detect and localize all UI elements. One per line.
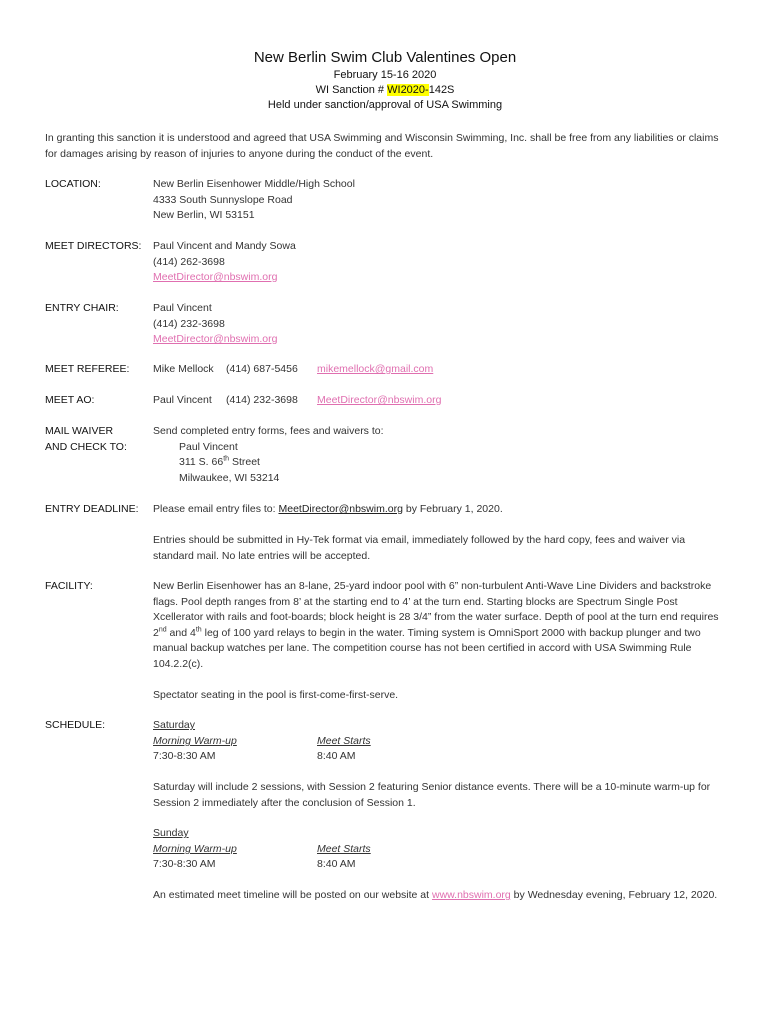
- location-line: New Berlin Eisenhower Middle/High School: [153, 178, 355, 190]
- saturday-warmup-label: Morning Warm-up: [153, 735, 237, 747]
- website-link[interactable]: www.nbswim.org: [431, 889, 511, 901]
- meet-directors-phone: (414) 262-3698: [153, 255, 225, 268]
- meet-referee-phone: (414) 687-5456: [226, 363, 298, 375]
- mail-waiver-label-line2: AND CHECK TO:: [45, 440, 127, 453]
- mail-waiver-street: [153, 455, 723, 471]
- schedule-label: SCHEDULE:: [45, 719, 106, 731]
- entry-chair-label: ENTRY CHAIR:: [45, 302, 119, 314]
- meet-referee-label: MEET REFEREE:: [45, 363, 130, 375]
- meet-directors-names: Paul Vincent and Mandy Sowa: [153, 240, 296, 252]
- sanction-suffix: 142S: [428, 84, 455, 96]
- meet-directors-block: [153, 239, 723, 286]
- sanction-highlight: WI2020-: [387, 84, 429, 96]
- location-line: 4333 South Sunnyslope Road: [153, 193, 293, 206]
- facility-superscript: nd: [158, 626, 167, 633]
- timeline-pre: An estimated meet timeline will be posted on our website at: [153, 889, 432, 901]
- facility-text: leg of 100 yard relays to begin in the water. Timing system is OmniSport 2000 with backup plunger and two manual backup watches per lane. The competition course has not been certified in accord with USA Swimming Rule 104.2.2(c).: [153, 626, 701, 670]
- meet-directors-email-link[interactable]: MeetDirector@nbswim.org: [153, 271, 278, 283]
- facility-text: and 4: [166, 626, 196, 639]
- street-name: Street: [229, 456, 260, 468]
- meet-ao-name: Paul Vincent: [153, 394, 212, 406]
- saturday-start-label: Meet Starts: [317, 735, 371, 747]
- location-label: LOCATION:: [45, 178, 101, 190]
- mail-waiver-intro: Send completed entry forms, fees and waivers to:: [153, 425, 384, 437]
- entry-deadline-post: by February 1, 2020.: [402, 503, 503, 515]
- meet-referee-name: Mike Mellock: [153, 363, 214, 375]
- location-line: New Berlin, WI 53151: [153, 209, 255, 221]
- mail-waiver-block: [153, 424, 723, 486]
- meet-dates: February 15-16 2020: [333, 69, 437, 81]
- facility-text: New Berlin Eisenhower has an 8-lane, 25-yard indoor pool with 6” non-turbulent Anti-Wave Line Dividers and backstroke flags. Pool depth ranges from 8’ at the starting end to 4’ at the turn end. Starting blocks are Spectrum Single Post Xcellerator with rails and foot-boards; block height is 28 3/4” from the water surface. Depth of pool at the turn end requires 2: [153, 580, 719, 639]
- location-block: [153, 177, 723, 224]
- street-number: 311 S. 66: [179, 456, 224, 468]
- saturday-start-time: 8:40 AM: [317, 750, 356, 762]
- mail-waiver-city: Milwaukee, WI 53214: [179, 471, 280, 484]
- meet-ao-label: MEET AO:: [45, 394, 95, 406]
- entry-chair-block: [153, 301, 723, 348]
- intro-paragraph: In granting this sanction it is understood and agreed that USA Swimming and Wisconsin Swimming, Inc. shall be free from any liabilities or claims for damages arising by reason of injuries to anyone during the conduct of the event.: [45, 132, 719, 160]
- street-superscript: th: [223, 455, 230, 463]
- meet-directors-label: MEET DIRECTORS:: [45, 240, 142, 252]
- facility-label: FACILITY:: [45, 580, 93, 592]
- sanction-note: Held under sanction/approval of USA Swimming: [267, 99, 503, 111]
- meet-referee-email-link[interactable]: mikemellock@gmail.com: [317, 363, 434, 375]
- timeline-post: by Wednesday evening, February 12, 2020.: [510, 889, 718, 901]
- sunday-heading: Sunday: [153, 827, 189, 839]
- facility-paragraph: [153, 579, 723, 672]
- timeline-note: [153, 888, 723, 904]
- entry-deadline-pre: Please email entry files to:: [153, 503, 279, 515]
- facility-superscript: th: [195, 626, 202, 633]
- facility-spectator-note: Spectator seating in the pool is first-come-first-serve.: [153, 689, 399, 701]
- saturday-heading: Saturday: [153, 719, 196, 731]
- entry-deadline-paragraph: Entries should be submitted in Hy-Tek format via email, immediately followed by the hard copy, fees and waiver via standard mail. No late entries will be accepted.: [153, 534, 686, 562]
- entry-chair-email-link[interactable]: MeetDirector@nbswim.org: [153, 333, 278, 345]
- entry-chair-name: Paul Vincent: [153, 302, 212, 314]
- entry-chair-phone: (414) 232-3698: [153, 317, 225, 330]
- sanction-prefix: WI Sanction #: [315, 84, 388, 96]
- mail-waiver-label-line1: MAIL WAIVER: [45, 425, 114, 437]
- sunday-start-label: Meet Starts: [317, 843, 371, 855]
- saturday-warmup-time: 7:30-8:30 AM: [153, 750, 216, 762]
- meet-ao-phone: (414) 232-3698: [226, 394, 298, 406]
- sunday-warmup-time: 7:30-8:30 AM: [153, 858, 216, 870]
- entry-deadline-line: [153, 502, 723, 518]
- meet-ao-email-link[interactable]: MeetDirector@nbswim.org: [317, 394, 442, 406]
- sunday-start-time: 8:40 AM: [317, 858, 356, 870]
- document-title: New Berlin Swim Club Valentines Open: [253, 49, 517, 66]
- sunday-warmup-label: Morning Warm-up: [153, 843, 237, 855]
- entry-deadline-email-link[interactable]: MeetDirector@nbswim.org: [278, 503, 403, 515]
- sanction-number: [0, 84, 770, 96]
- mail-waiver-label: [45, 424, 155, 455]
- saturday-note: Saturday will include 2 sessions, with Session 2 featuring Senior distance events. There will be a 10-minute warm-up for Session 2 immediately after the conclusion of Session 1.: [153, 781, 711, 809]
- mail-waiver-name: Paul Vincent: [179, 440, 238, 453]
- entry-deadline-label: ENTRY DEADLINE:: [45, 503, 139, 515]
